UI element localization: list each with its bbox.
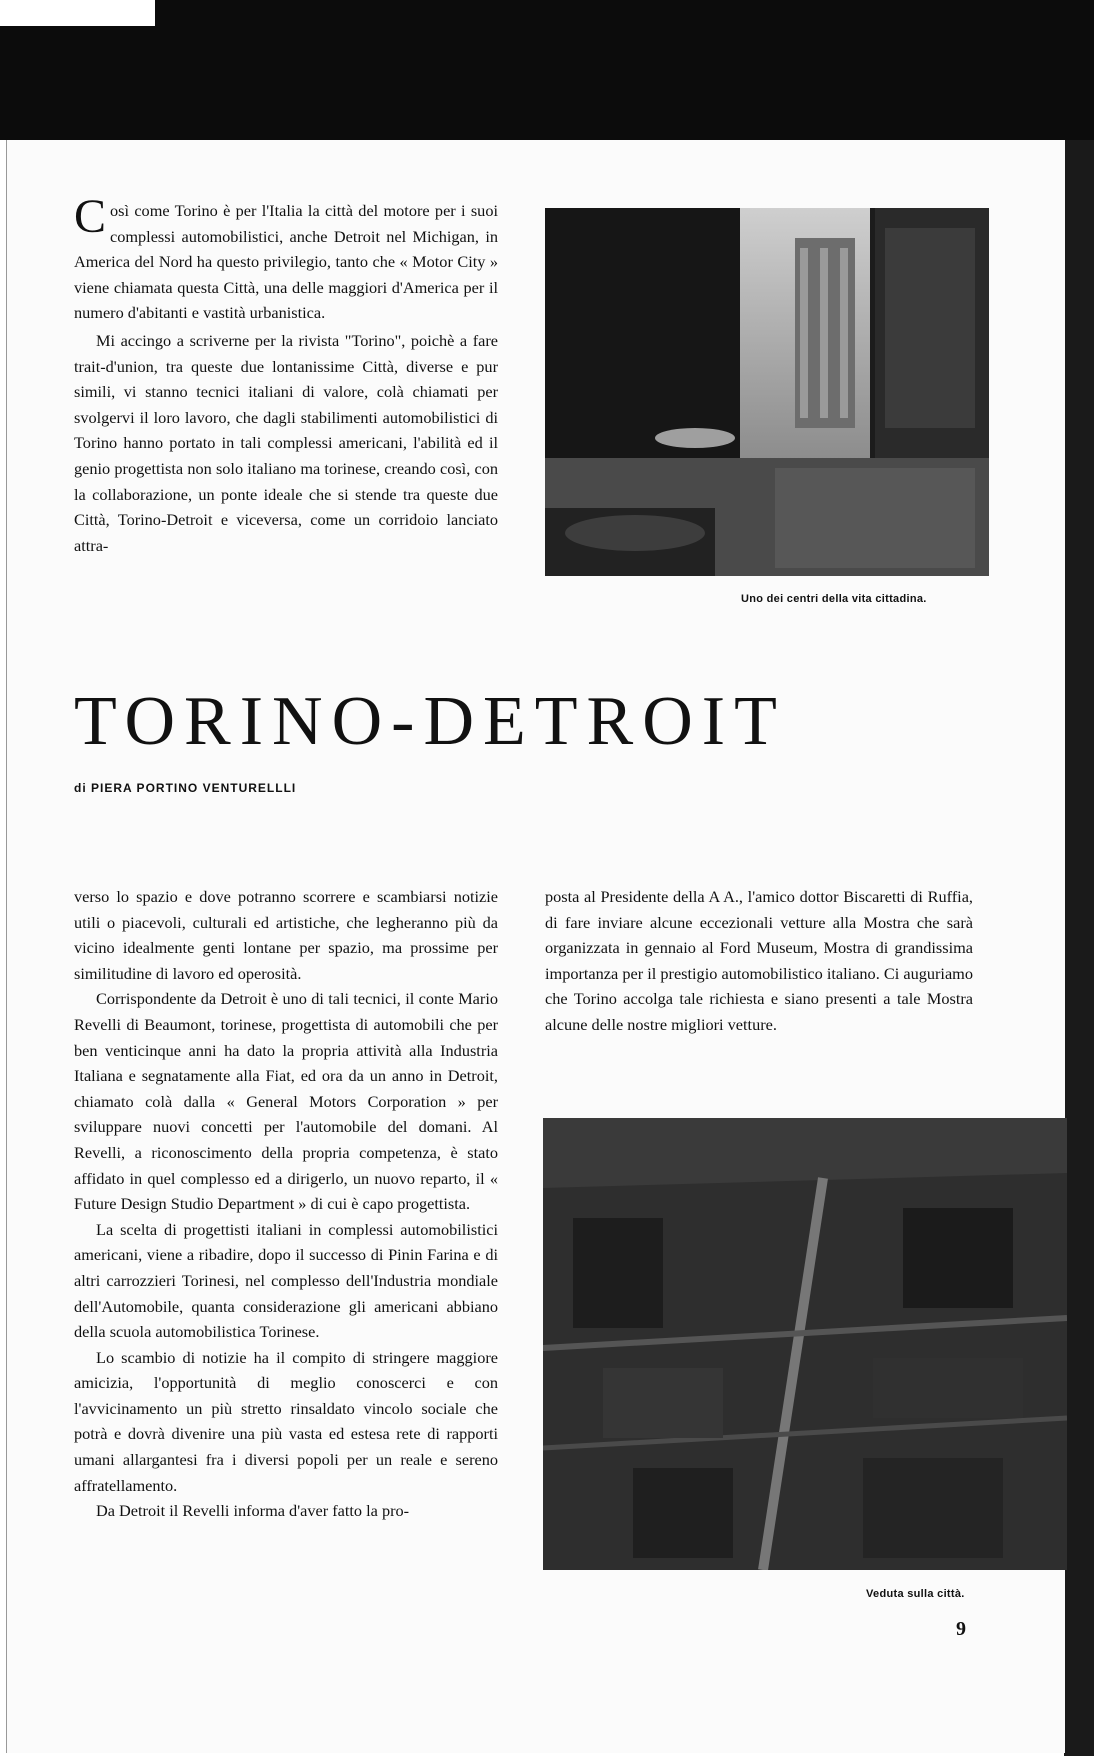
article-byline: di PIERA PORTINO VENTURELLLI (74, 781, 297, 795)
scan-top-margin (0, 0, 155, 26)
photo-city-street (545, 208, 989, 576)
body-right-paragraph-1: posta al Presidente della A A., l'amico dottor Biscaretti di Ruffia, di fare inviare alcune eccezionali vetture alla Mostra che sarà organizzata in gennaio al Ford Museum, Mostra di grandissima importanza per il prestigio automobilistico italiano. Ci auguriamo che Torino accolga tale richiesta e siano presenti a tale Mostra alcune delle nostre migliori vetture. (545, 887, 973, 1034)
body-left-paragraph-5: Da Detroit il Revelli informa d'aver fatto la pro- (96, 1501, 410, 1521)
aerial-view-image (543, 1118, 1067, 1570)
body-left-paragraph-1: verso lo spazio e dove potranno scorrere e scambiarsi notizie utili o piacevoli, culturali ed artistiche, che legheranno più da vicino idealmente genti lontane per spazio, ma prossime per similitudine di lavoro ed operosità. (74, 887, 498, 983)
dropcap: C (74, 190, 107, 243)
scan-right-margin (1094, 0, 1114, 1756)
article-title: TORINO-DETROIT (74, 683, 786, 760)
body-left-paragraph-3: La scelta di progettisti italiani in complessi automobilistici americani, viene a ribadire, dopo il successo di Pinin Farina e di altri carrozzieri Torinesi, nel complesso dell'Industria mondiale dell'Automobile, quanta considerazione gli americani abbiano della scuola automobilistica Torinese. (74, 1219, 498, 1342)
body-right-column (545, 884, 973, 1038)
scan-top-border (0, 0, 1094, 140)
photo-bottom-caption: Veduta sulla città. (866, 1588, 965, 1600)
intro-column (74, 190, 498, 558)
street-scene-image (545, 208, 989, 576)
body-left-column (74, 884, 498, 1524)
photo-top-caption: Uno dei centri della vita cittadina. (741, 593, 927, 605)
intro-paragraph-2: Mi accingo a scriverne per la rivista "Torino", poichè a fare trait-d'union, tra queste due lontanissime Città, diverse e pur simili, vi stanno tecnici italiani di valore, colà chiamati per svolgervi il loro lavoro, che dagli stabilimenti automobilistici di Torino hanno portato in tali complessi americani, l'abilità ed il genio progettista non solo italiano ma torinese, creando così, con la collaborazione, un ponte ideale che si stende tra queste due Città, Torino-Detroit e viceversa, come un corridoio lanciato attra- (74, 330, 498, 555)
page-number: 9 (956, 1618, 966, 1640)
photo-city-aerial (543, 1118, 1067, 1570)
body-left-paragraph-4: Lo scambio di notizie ha il compito di stringere maggiore amicizia, l'opportunità di meglio conoscerci e con l'avvicinamento un più stretto rinsaldato vincolo sociale che potrà e dovrà divenire una più vasta ed estesa rete di rapporti umani allargantesi fra i diversi popoli per un reale e sereno affratellamento. (74, 1347, 498, 1495)
scan-right-border (1064, 140, 1094, 1756)
body-left-paragraph-2: Corrispondente da Detroit è uno di tali tecnici, il conte Mario Revelli di Beaumont, torinese, progettista di automobili che per ben venticinque anni ha dato la propria attività alla Industria Italiana e segnatamente alla Fiat, ed ora da un anno in Detroit, chiamato colà dalla « General Motors Corporation » per sviluppare nuovi concetti per l'automobile del domani. Al Revelli, a riconoscimento della propria competenza, è stato affidato in quel complesso ed a dirigerlo, un nuovo reparto, il « Future Design Studio Department » di cui è capo progettista. (74, 989, 498, 1214)
intro-paragraph-1: osì come Torino è per l'Italia la città del motore per i suoi complessi automobilistici, anche Detroit nel Michigan, in America del Nord ha questo privilegio, tanto che « Motor City » viene chiamata questa Città, una delle maggiori d'America per il numero d'abitanti e vastità urbanistica. (74, 201, 498, 323)
